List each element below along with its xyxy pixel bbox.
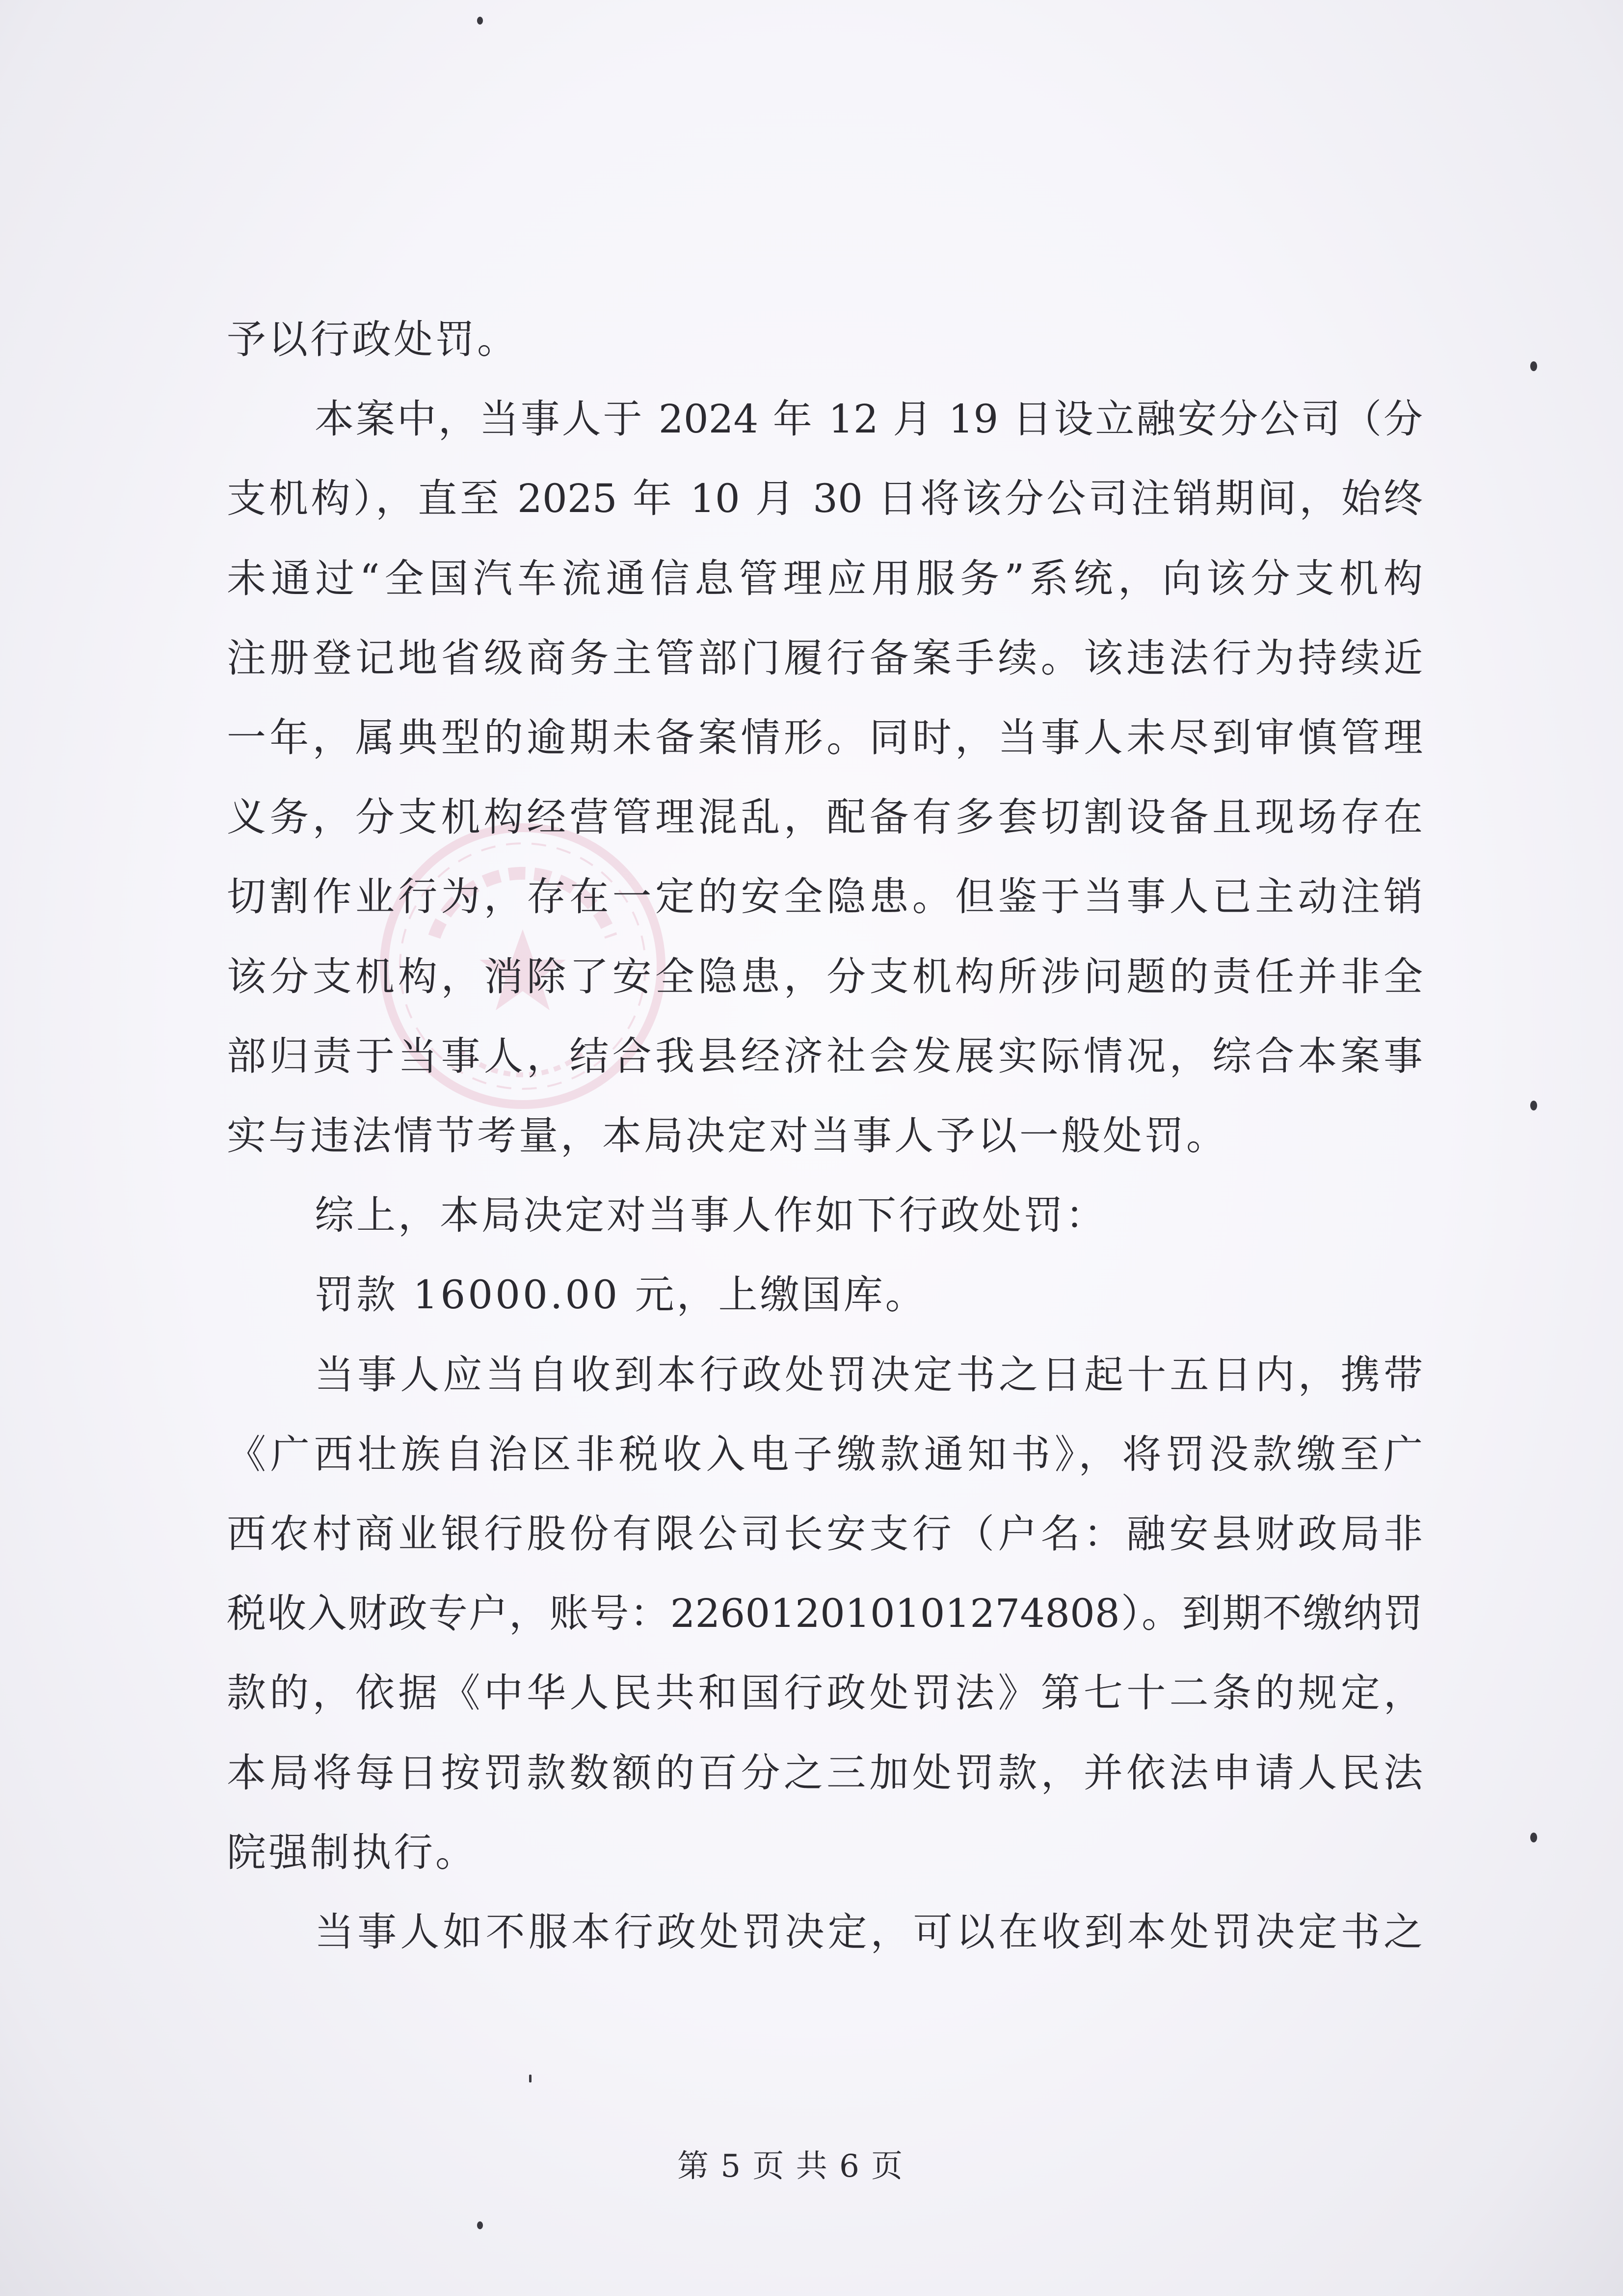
text-line: 本案中，当事人于 2024 年 12 月 19 日设立融安分公司（分: [315, 396, 1423, 442]
text-line: 西农村商业银行股份有限公司长安支行（户名：融安县财政局非: [227, 1511, 1423, 1557]
scan-mark: [477, 2221, 483, 2229]
text-line: 当事人如不服本行政处罚决定，可以在收到本处罚决定书之: [315, 1909, 1423, 1955]
text-line: 未通过“全国汽车流通信息管理应用服务”系统，向该分支机构: [227, 556, 1423, 601]
scan-mark: [1530, 1833, 1537, 1842]
text-line: 予以行政处罚。: [227, 317, 519, 362]
text-line: 税收入财政专户，账号：226012010101274808）。到期不缴纳罚: [227, 1591, 1423, 1636]
text-line: 一年，属典型的逾期未备案情形。同时，当事人未尽到审慎管理: [227, 715, 1423, 760]
text-line: 院强制执行。: [227, 1830, 477, 1875]
page-number: 第 5 页 共 6 页: [677, 2148, 904, 2185]
text-line: 综上，本局决定对当事人作如下行政处罚：: [315, 1192, 1107, 1238]
text-line: 义务，分支机构经营管理混乱，配备有多套切割设备且现场存在: [227, 794, 1423, 840]
text-line: 款的，依据《中华人民共和国行政处罚法》第七十二条的规定，: [227, 1670, 1423, 1716]
text-line: 《广西壮族自治区非税收入电子缴款通知书》，将罚没款缴至广: [227, 1432, 1423, 1477]
text-line: 本局将每日按罚款数额的百分之三加处罚款，并依法申请人民法: [227, 1750, 1423, 1796]
text-line: 切割作业行为，存在一定的安全隐患。但鉴于当事人已主动注销: [227, 874, 1423, 919]
scan-mark: [1530, 361, 1537, 371]
text-line: 罚款 16000.00 元，上缴国库。: [315, 1272, 927, 1318]
text-line: 支机构），直至 2025 年 10 月 30 日将该分公司注销期间，始终: [227, 476, 1423, 521]
text-line: 当事人应当自收到本行政处罚决定书之日起十五日内，携带: [315, 1352, 1423, 1398]
text-line: 注册登记地省级商务主管部门履行备案手续。该违法行为持续近: [227, 635, 1423, 681]
scan-mark: [477, 17, 483, 25]
scan-mark: [1530, 1101, 1537, 1110]
text-line: 该分支机构，消除了安全隐患，分支机构所涉问题的责任并非全: [227, 954, 1423, 999]
text-line: 实与违法情节考量，本局决定对当事人予以一般处罚。: [227, 1113, 1228, 1159]
text-line: 部归责于当事人，结合我县经济社会发展实际情况，综合本案事: [227, 1033, 1423, 1079]
scan-mark: [529, 2075, 532, 2082]
